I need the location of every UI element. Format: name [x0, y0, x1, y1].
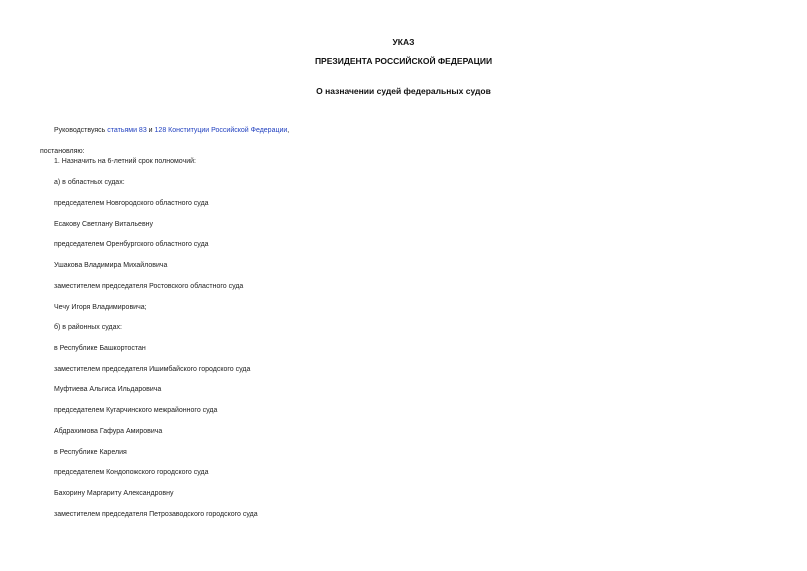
decree-issuer: ПРЕЗИДЕНТА РОССИЙСКОЙ ФЕДЕРАЦИИ [314, 56, 493, 66]
list-item: в Республике Башкортостан [54, 345, 146, 352]
list-item: Муфтиева Альгиса Ильдаровича [54, 386, 162, 393]
decree-topic: О назначении судей федеральных судов [316, 86, 491, 96]
preamble-paragraph [54, 126, 289, 135]
list-item: председателем Кугарчинского межрайонного суда [54, 407, 218, 414]
constitution-article-128-link[interactable]: 128 Конституции Российской Федерации [154, 127, 288, 134]
list-item: Есакову Светлану Витальевну [54, 221, 154, 228]
preamble-prefix: Руководствуясь [54, 127, 108, 134]
constitution-article-83-link[interactable]: статьями 83 [107, 127, 147, 134]
list-item: заместителем председателя Ишимбайского городского суда [54, 366, 251, 373]
list-item: б) в районных судах: [54, 324, 122, 331]
clause-1: 1. Назначить на 6-летний срок полномочий: [54, 158, 196, 165]
list-item: в Республике Карелия [54, 449, 127, 456]
resolve-text: постановляю: [40, 148, 85, 155]
list-item: председателем Новгородского областного суда [54, 200, 209, 207]
list-item: Абдрахимова Гафура Амировича [54, 428, 163, 435]
list-item: председателем Кондопожского городского суда [54, 469, 209, 476]
list-item: заместителем председателя Петрозаводского городского суда [54, 511, 258, 518]
list-item: Ушакова Владимира Михайловича [54, 262, 168, 269]
list-item: заместителем председателя Ростовского областного суда [54, 283, 244, 290]
list-item: а) в областных судах: [54, 179, 125, 186]
list-item: Чечу Игоря Владимировича; [54, 304, 147, 311]
decree-title: УКАЗ [392, 37, 415, 47]
preamble-connector: и [146, 127, 155, 134]
list-item: Бахорину Маргариту Александровну [54, 490, 174, 497]
list-item: председателем Оренбургского областного суда [54, 241, 209, 248]
preamble-suffix: , [287, 127, 290, 134]
